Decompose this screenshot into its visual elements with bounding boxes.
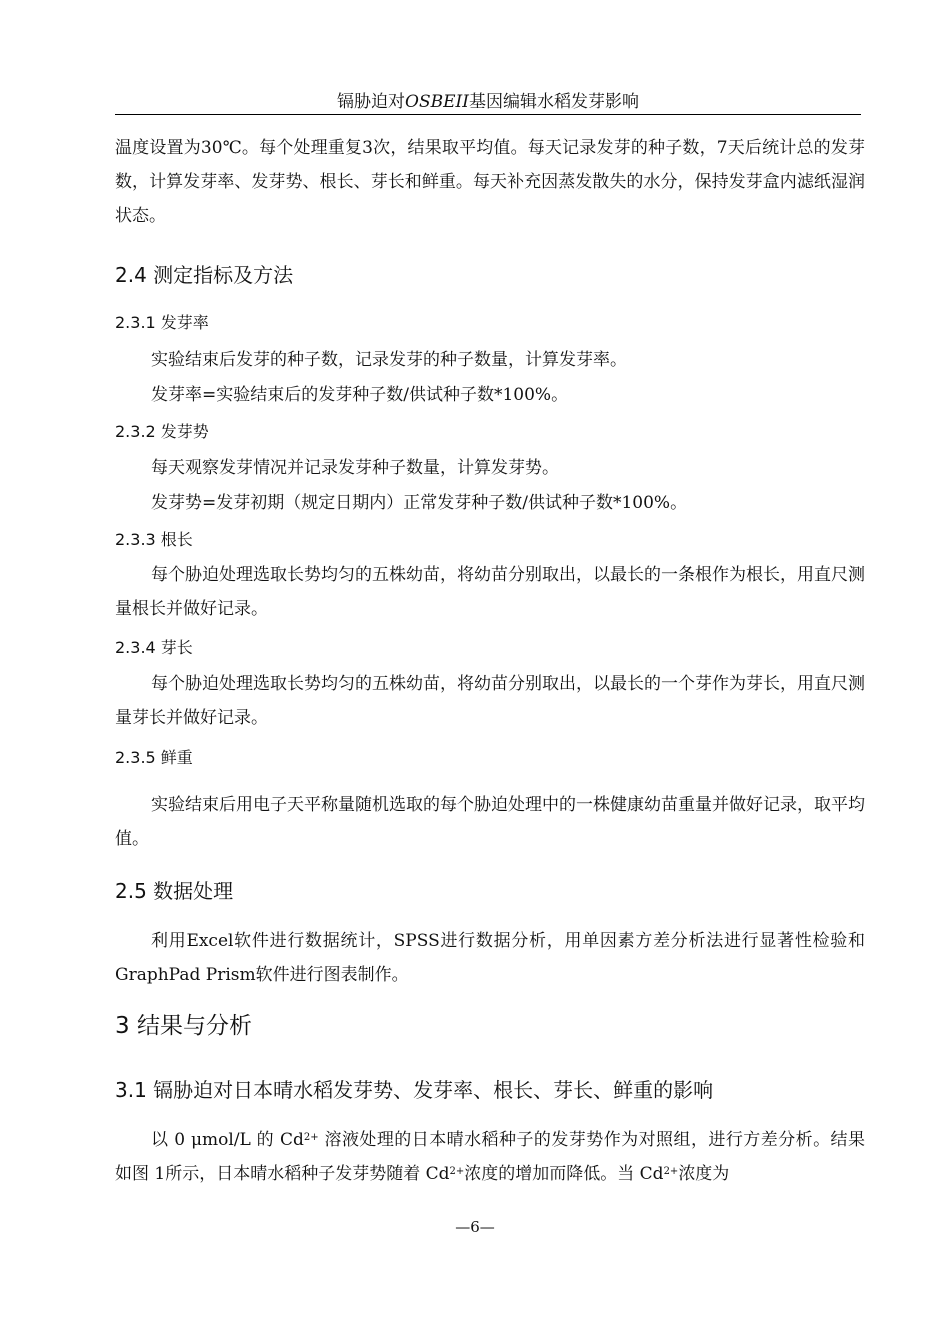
paragraph-part-c: 浓度的增加而降低。当 Cd <box>464 1164 664 1184</box>
subsection-2-3-5-text: 实验结束后用电子天平称量随机选取的每个胁迫处理中的一株健康幼苗重量并做好记录，取平均值。 <box>115 795 865 849</box>
subsection-2-3-2-heading: 2.3.2 发芽势 <box>115 422 209 441</box>
superscript-charge-1: 2+ <box>303 1132 319 1143</box>
subsection-2-3-5-heading: 2.3.5 鲜重 <box>115 748 193 767</box>
subsection-2-3-3-heading: 2.3.3 根长 <box>115 530 193 549</box>
header-gene-name: OSBEII <box>405 92 469 112</box>
paragraph-part-a: 以 0 μmol/L 的 Cd <box>151 1130 304 1150</box>
section-3-1-paragraph <box>115 1123 865 1191</box>
section-3-heading: 3 结果与分析 <box>115 1013 252 1039</box>
subsection-2-3-4-heading: 2.3.4 芽长 <box>115 638 193 657</box>
section-3-1-heading: 3.1 镉胁迫对日本晴水稻发芽势、发芽率、根长、芽长、鲜重的影响 <box>115 1078 714 1102</box>
subsection-2-3-2-line-2: 发芽势=发芽初期（规定日期内）正常发芽种子数/供试种子数*100%。 <box>151 493 688 513</box>
header-suffix: 基因编辑水稻发芽影响 <box>468 92 639 112</box>
subsection-2-3-3-text: 每个胁迫处理选取长势均匀的五株幼苗，将幼苗分别取出，以最长的一条根作为根长，用直尺测量根长并做好记录。 <box>115 565 865 619</box>
superscript-charge-3: 2+ <box>663 1166 679 1177</box>
subsection-2-3-1-line-1: 实验结束后发芽的种子数，记录发芽的种子数量，计算发芽率。 <box>151 350 627 370</box>
running-header <box>115 92 861 115</box>
page-number: —6— <box>455 1218 495 1236</box>
section-2-5-heading: 2.5 数据处理 <box>115 879 234 903</box>
intro-paragraph: 温度设置为30℃。每个处理重复3次，结果取平均值。每天记录发芽的种子数，7天后统计总的发芽数，计算发芽率、发芽势、根长、芽长和鲜重。每天补充因蒸发散失的水分，保持发芽盒内滤纸湿润状态。 <box>115 138 865 226</box>
header-prefix: 镉胁迫对 <box>337 92 406 112</box>
subsection-2-3-4-text: 每个胁迫处理选取长势均匀的五株幼苗，将幼苗分别取出，以最长的一个芽作为芽长，用直尺测量芽长并做好记录。 <box>115 674 865 728</box>
section-2-4-heading: 2.4 测定指标及方法 <box>115 263 294 287</box>
subsection-2-3-2-line-1: 每天观察发芽情况并记录发芽种子数量，计算发芽势。 <box>151 458 559 478</box>
subsection-2-3-1-line-2: 发芽率=实验结束后的发芽种子数/供试种子数*100%。 <box>151 385 569 405</box>
paragraph-part-b: 溶液处理的日本晴水稻种子的发芽势作为对照组，进行方差分析。结果如图 1所示，日本晴水稻种子发芽势随着 Cd <box>115 1130 865 1184</box>
superscript-charge-2: 2+ <box>449 1166 465 1177</box>
section-2-5-text: 利用Excel软件进行数据统计，SPSS进行数据分析，用单因素方差分析法进行显著性检验和GraphPad Prism软件进行图表制作。 <box>115 931 865 985</box>
paragraph-part-d: 浓度为 <box>678 1164 730 1184</box>
subsection-2-3-1-heading: 2.3.1 发芽率 <box>115 313 209 332</box>
